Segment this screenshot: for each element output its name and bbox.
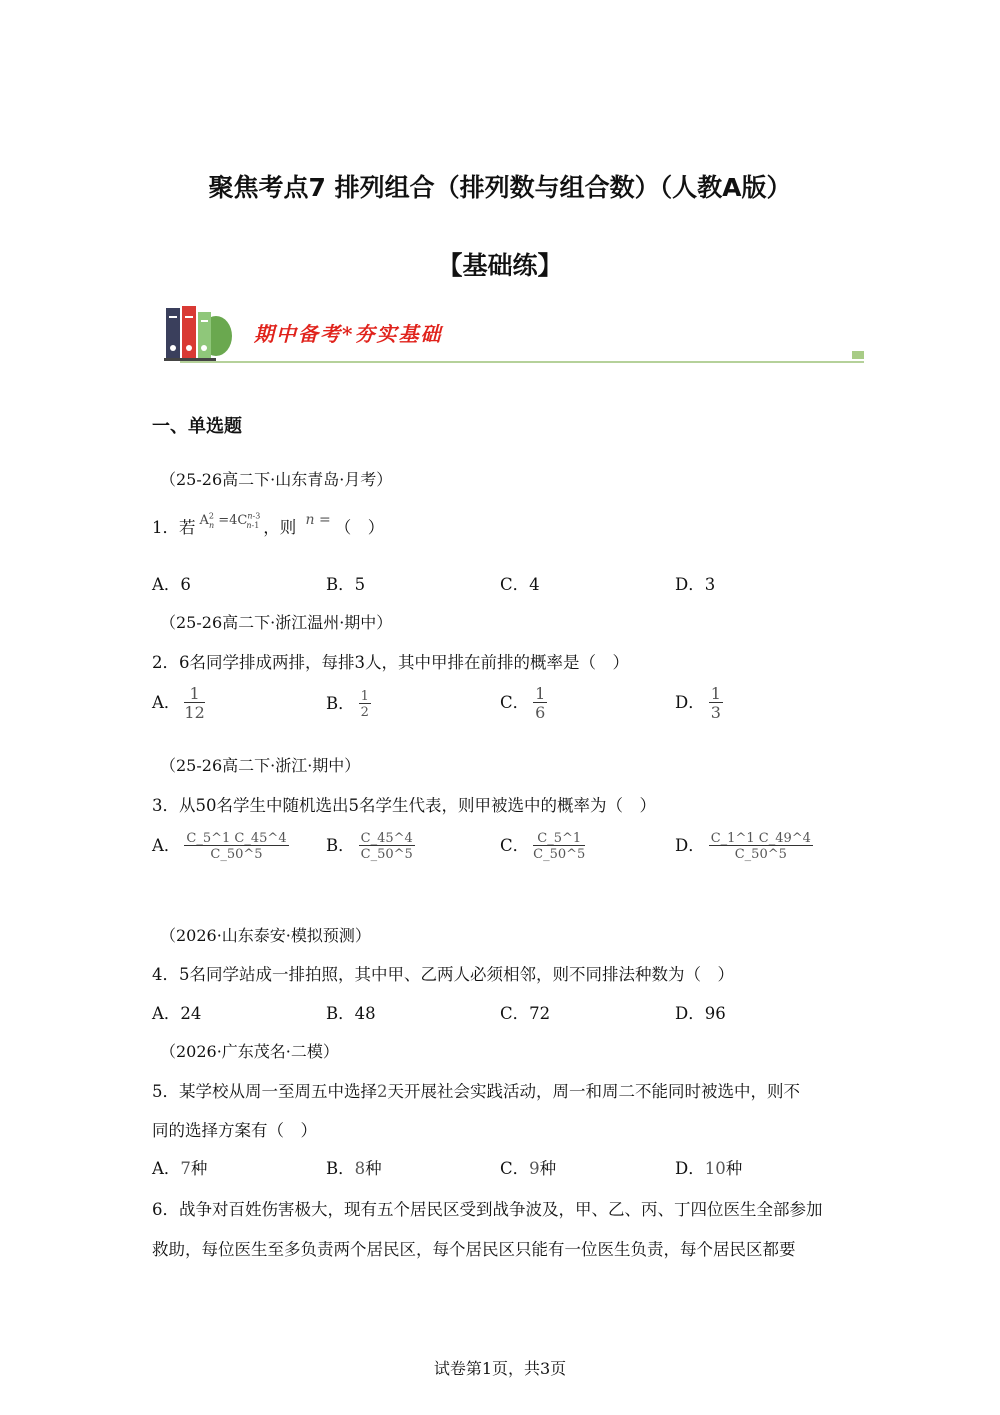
q3-option-a-fraction xyxy=(184,832,288,861)
denominator: C_50^5 xyxy=(734,847,787,862)
q1-mid: ，则 xyxy=(263,518,297,537)
q5-option-d-label: D． xyxy=(675,1159,705,1178)
q3-option-a-label: A． xyxy=(152,836,181,855)
banner-text: 期中备考*夯实基础 xyxy=(254,322,443,346)
denominator: 2 xyxy=(360,705,369,720)
books-icon xyxy=(164,304,234,362)
q5-option-b-unit: 种 xyxy=(365,1159,382,1178)
numerator: 1 xyxy=(535,684,546,703)
numerator: 1 xyxy=(360,689,369,704)
q1-option-c: C．4 xyxy=(500,575,540,594)
q5-option-a-label: A． xyxy=(152,1159,181,1178)
q5-option-d-unit: 种 xyxy=(725,1159,743,1178)
q5-line2: 同的选择方案有（ ） xyxy=(152,1121,317,1140)
q3-option-d xyxy=(675,832,813,861)
denominator: 6 xyxy=(535,703,546,722)
q6-line1: 6．战争对百姓伤害极大，现有五个居民区受到战争波及，甲、乙、丙、丁四位医生全部参加 xyxy=(152,1200,823,1219)
banner-square xyxy=(852,351,864,359)
q1-option-b: B．5 xyxy=(326,575,366,594)
q2-option-c-fraction xyxy=(533,686,547,721)
denominator: C_50^5 xyxy=(210,847,263,862)
q5-option-c-label: C． xyxy=(500,1159,530,1178)
q3-option-d-fraction xyxy=(709,832,813,861)
q1-option-d: D．3 xyxy=(675,575,716,594)
q5-text-b: 天开展社会实践活动，周一和周二不能同时被选中，则不 xyxy=(387,1082,800,1101)
q5-option-c xyxy=(500,1155,556,1179)
q3-option-d-label: D． xyxy=(675,836,705,855)
q3-source: （25-26高二下·浙江·期中） xyxy=(160,756,361,775)
q4-option-c: C．72 xyxy=(500,1004,551,1023)
q2-option-d-label: D． xyxy=(675,693,705,712)
q5-option-d-value: 10 xyxy=(704,1159,726,1178)
numerator: 1 xyxy=(184,686,204,703)
q3-option-a xyxy=(152,832,289,861)
page-title: 聚焦考点7 排列组合（排列数与组合数）（人教A版） xyxy=(208,173,792,202)
denominator: C_50^5 xyxy=(533,847,586,862)
q1-prefix: 1．若 xyxy=(152,518,196,537)
q2-source: （25-26高二下·浙江温州·期中） xyxy=(160,613,393,632)
q4-text: 4．5名同学站成一排拍照，其中甲、乙两人必须相邻，则不同排法种数为（ ） xyxy=(152,965,734,984)
q2-text: 2．6名同学排成两排，每排3人，其中甲排在前排的概率是（ ） xyxy=(152,653,629,672)
denominator: 3 xyxy=(710,703,721,722)
q5-text-a: 5．某学校从周一至周五中选择 xyxy=(152,1082,377,1101)
q5-option-a-unit: 种 xyxy=(190,1159,208,1178)
q2-option-b-fraction xyxy=(359,690,371,719)
q4-option-a: A．24 xyxy=(152,1004,202,1023)
q3-text: 3．从50名学生中随机选出5名学生代表，则甲被选中的概率为（ ） xyxy=(152,796,656,815)
q2-option-b xyxy=(326,690,371,719)
q4-source: （2026·山东泰安·模拟预测） xyxy=(160,926,371,945)
q2-option-d xyxy=(675,686,723,721)
numerator: C_1^1 C_49^4 xyxy=(710,831,811,846)
q1-var: n = xyxy=(305,512,331,528)
q5-option-a-value: 7 xyxy=(180,1159,191,1178)
q4-option-b: B．48 xyxy=(326,1004,376,1023)
denominator: C_50^5 xyxy=(360,847,413,862)
q3-option-c-label: C． xyxy=(500,836,530,855)
page-footer: 试卷第1页，共3页 xyxy=(433,1359,567,1378)
q5-line1 xyxy=(152,1078,800,1102)
q5-option-c-value: 9 xyxy=(529,1159,540,1178)
q3-option-c-fraction xyxy=(533,832,585,861)
q5-option-b-value: 8 xyxy=(354,1159,366,1178)
q3-option-b-fraction xyxy=(359,832,415,861)
numerator: C_5^1 xyxy=(533,832,585,846)
numerator: C_45^4 xyxy=(360,831,413,846)
q2-option-b-label: B． xyxy=(326,694,355,713)
q2-option-a-label: A． xyxy=(152,693,181,712)
q5-option-b-label: B． xyxy=(326,1159,355,1178)
q1-option-a: A．6 xyxy=(152,575,191,594)
banner-divider xyxy=(180,361,864,363)
q2-option-a-fraction xyxy=(184,686,204,721)
q5-option-a xyxy=(152,1155,207,1179)
q3-option-c xyxy=(500,832,585,861)
q5-number: 2 xyxy=(377,1082,388,1101)
q5-option-d xyxy=(675,1155,742,1179)
q3-option-b xyxy=(326,832,415,861)
q2-option-c xyxy=(500,686,547,721)
numerator: C_5^1 C_45^4 xyxy=(186,831,287,846)
q5-option-b xyxy=(326,1155,382,1179)
q6-line2: 救助，每位医生至多负责两个居民区，每个居民区只能有一位医生负责，每个居民区都要 xyxy=(152,1240,796,1259)
q1-source: （25-26高二下·山东青岛·月考） xyxy=(160,470,393,489)
q5-option-c-unit: 种 xyxy=(539,1159,557,1178)
q1-formula: A2n =4Cn-3n-1 xyxy=(199,511,261,530)
numerator: 1 xyxy=(710,684,721,703)
q1-suffix: （ ） xyxy=(334,518,385,537)
q3-option-b-label: B． xyxy=(326,836,355,855)
q5-source: （2026·广东茂名·二模） xyxy=(160,1042,339,1061)
q1-text xyxy=(152,511,385,539)
section-banner xyxy=(164,304,866,366)
page-subtitle: 【基础练】 xyxy=(437,251,563,280)
q4-option-d: D．96 xyxy=(675,1004,726,1023)
section-heading: 一、单选题 xyxy=(152,416,242,437)
q2-option-d-fraction xyxy=(709,686,723,721)
q2-option-a xyxy=(152,686,205,721)
denominator: 12 xyxy=(184,703,205,722)
q2-option-c-label: C． xyxy=(500,693,530,712)
